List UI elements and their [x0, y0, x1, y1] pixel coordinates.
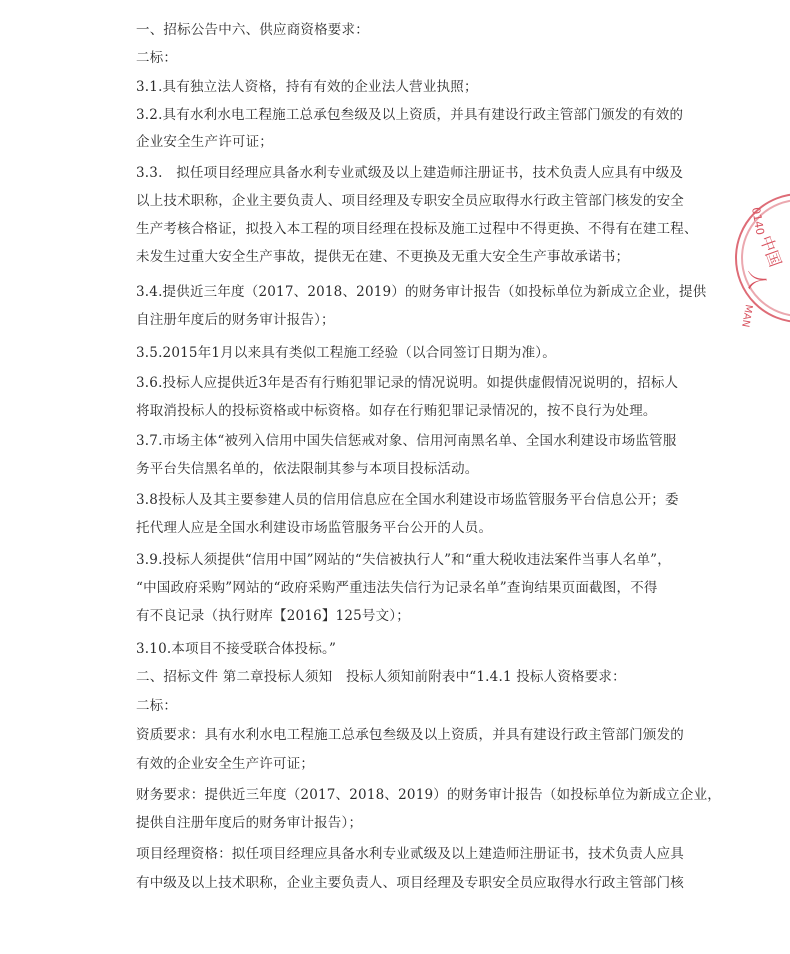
section-heading: 二、招标文件 第二章投标人须知 投标人须知前附表中“1.4.1 投标人资格要求：: [136, 669, 626, 685]
text-line: 二标：: [136, 50, 178, 66]
text-line: 3.4.提供近三年度（2017、2018、2019）的财务审计报告（如投标单位为新成立企业，提供: [136, 284, 707, 300]
text-line: 3.1.具有独立法人资格，持有有效的企业法人营业执照；: [136, 79, 478, 95]
text-line: 未发生过重大安全生产事故，提供无在建、不更换及无重大安全生产事故承诺书；: [136, 249, 630, 265]
text-line: 提供自注册年度后的财务审计报告）；: [136, 815, 363, 831]
text-line: 3.3. 拟任项目经理应具备水利专业贰级及以上建造师注册证书，技术负责人应具有中级及: [136, 165, 684, 181]
text-line: 3.2.具有水利水电工程施工总承包叁级及以上资质，并具有建设行政主管部门颁发的有效的: [136, 107, 684, 123]
text-line: 自注册年度后的财务审计报告）；: [136, 312, 335, 328]
text-line: 财务要求：提供近三年度（2017、2018、2019）的财务审计报告（如投标单位为新成立企业，: [136, 787, 721, 803]
text-line: 3.10.本项目不接受联合体投标。”: [136, 641, 337, 657]
text-line: “中国政府采购”网站的“政府采购严重违法失信行为记录名单”查询结果页面截图，不得: [136, 580, 658, 596]
text-line: 3.7.市场主体“被列入信用中国失信惩戒对象、信用河南黑名单、全国水利建设市场监管服: [136, 433, 677, 449]
section-heading: 一、招标公告中六、供应商资格要求：: [136, 22, 369, 38]
text-line: 有不良记录（执行财库【2016】125号文）；: [136, 608, 410, 624]
text-line: 企业安全生产许可证；: [136, 134, 273, 150]
text-line: 3.9.投标人须提供“信用中国”网站的“失信被执行人”和“重大税收违法案件当事人名单”，: [136, 552, 671, 568]
text-line: 二标：: [136, 698, 178, 714]
stamp-number: 0140: [749, 206, 767, 237]
text-line: 将取消投标人的投标资格或中标资格。如存在行贿犯罪记录情况的，按不良行为处理。: [136, 403, 657, 419]
svg-text:人: 人: [745, 270, 769, 290]
text-line: 有中级及以上技术职称，企业主要负责人、项目经理及专职安全员应取得水行政主管部门核: [136, 875, 684, 891]
text-line: 3.6.投标人应提供近3年是否有行贿犯罪记录的情况说明。如提供虚假情况说明的，招标人: [136, 375, 679, 391]
text-line: 务平台失信黑名单的，依法限制其参与本项目投标活动。: [136, 461, 479, 477]
svg-text:MAN: MAN: [739, 303, 754, 328]
text-line: 资质要求：具有水利水电工程施工总承包叁级及以上资质，并具有建设行政主管部门颁发的: [136, 727, 684, 743]
text-line: 3.5.2015年1月以来具有类似工程施工经验（以合同签订日期为准）。: [136, 345, 556, 361]
text-line: 有效的企业安全生产许可证；: [136, 756, 315, 772]
stamp-text: 中国: [756, 232, 786, 270]
text-line: 项目经理资格：拟任项目经理应具备水利专业贰级及以上建造师注册证书，技术负责人应具: [136, 846, 684, 862]
text-line: 3.8投标人及其主要参建人员的信用信息应在全国水利建设市场监管服务平台信息公开；委: [136, 492, 679, 508]
text-line: 托代理人应是全国水利建设市场监管服务平台公开的人员。: [136, 520, 493, 536]
red-seal-stamp: [732, 178, 790, 338]
text-line: 生产考核合格证，拟投入本工程的项目经理在投标及施工过程中不得更换、不得有在建工程、: [136, 221, 698, 237]
text-line: 以上技术职称，企业主要负责人、项目经理及专职安全员应取得水行政主管部门核发的安全: [136, 193, 684, 209]
